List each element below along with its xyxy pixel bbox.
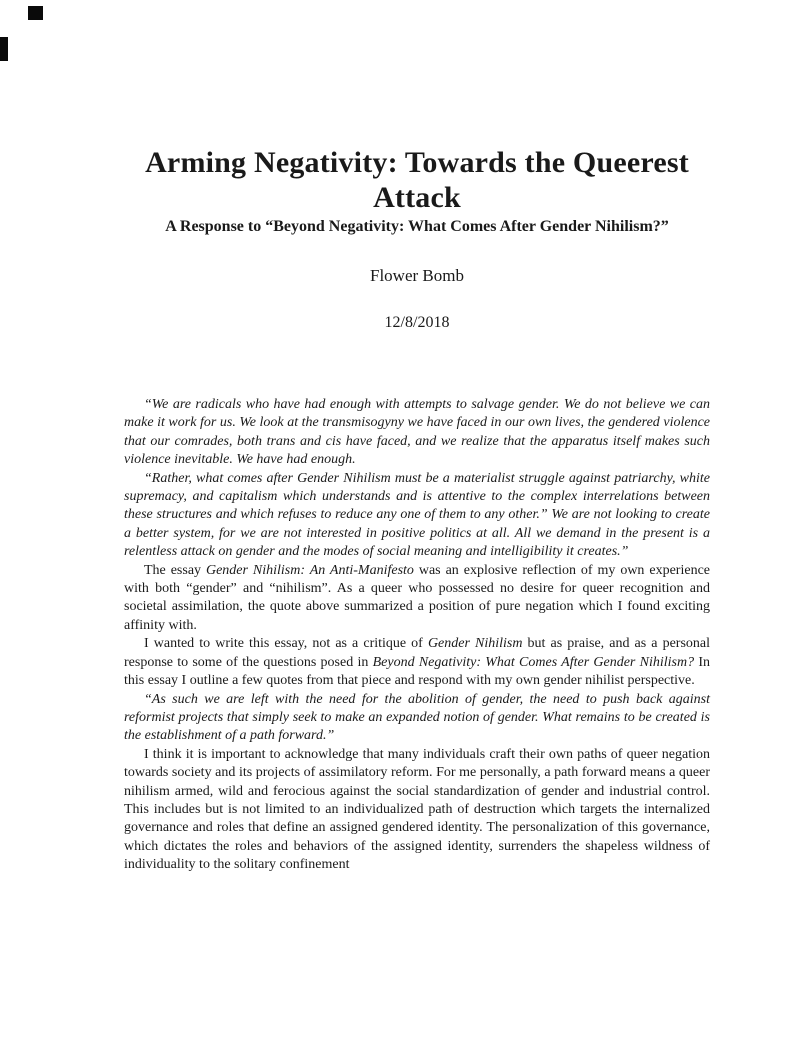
quote-paragraph	[124, 470, 710, 562]
document-header	[124, 0, 710, 332]
body-paragraph	[124, 746, 710, 875]
title-line-2: Attack	[373, 181, 461, 214]
scan-artifact	[0, 37, 8, 61]
text-span: I think it is important to acknowledge that many individuals craft their own paths of queer negation towards society and its projects of assimilatory reform. For me personally, a path forward means a queer nihilism armed, wild and ferocious against the social standardization of gender and industrial control. This includes but is not limited to an individualized path of destruction which targets the internalized governance and roles that define an assigned gendered identity. The personalization of this governance, which dictates the roles and behaviors of the assigned identity, surrenders the shapeless wildness of individuality to the solitary confinement	[124, 746, 710, 873]
italic-text-span: Gender Nihilism: An Anti-Manifesto	[205, 562, 414, 578]
document-body	[124, 396, 710, 875]
title-line-1: Arming Negativity: Towards the Queerest	[145, 146, 689, 179]
text-span: “As such we are left with the need for the abolition of gender, the need to push back against reformist projects that simply seek to make an expanded notion of gender. What remains to be created is the establishment of a path forward.”	[124, 691, 710, 744]
document-title	[124, 145, 710, 215]
text-span: The essay	[144, 562, 206, 578]
text-column	[124, 0, 710, 875]
text-span: “We are radicals who have had enough with attempts to salvage gender. We do not believe we can make it work for us. We look at the transmisogyny we have faced in our own lives, the gendered violence that our comrades, both trans and cis have faced, and we realize that the apparatus itself makes such violence inevitable. We have had enough.	[124, 397, 710, 468]
document-date: 12/8/2018	[384, 314, 450, 331]
italic-text-span: Gender Nihilism	[427, 636, 523, 652]
text-span: “Rather, what comes after Gender Nihilism must be a materialist struggle against patriarchy, white supremacy, and capitalism which understands and is attentive to the complex interrelations between these structures and which refuses to reduce any one of them to any other.” We are not looking to create a better system, for we are not interested in positive politics at all. All we demand in the present is a relentless attack on gender and the modes of social meaning and intelligibility it creates.”	[124, 470, 710, 560]
author-name: Flower Bomb	[370, 266, 464, 285]
quote-paragraph	[124, 691, 710, 746]
scan-artifact	[28, 6, 43, 20]
text-span: I wanted to write this essay, not as a critique of	[144, 636, 428, 652]
text-span: was an explosive reflection of my own experience with both “gender” and “nihilism”. As a queer who possessed no desire for queer recognition and societal assimilation, the quote above summarized a position of pure negation which I found exciting affinity with.	[124, 562, 710, 633]
document-subtitle: A Response to “Beyond Negativity: What Comes After Gender Nihilism?”	[165, 218, 669, 235]
body-paragraph	[124, 635, 710, 690]
quote-paragraph	[124, 396, 710, 470]
text-span: In this essay I outline a few quotes from that piece and respond with my own gender nihilist perspective.	[124, 654, 710, 689]
body-paragraph	[124, 562, 710, 636]
text-span: but as praise, and as a personal response to some of the questions posed in	[124, 636, 711, 670]
italic-text-span: Beyond Negativity: What Comes After Gender Nihilism?	[372, 654, 695, 670]
